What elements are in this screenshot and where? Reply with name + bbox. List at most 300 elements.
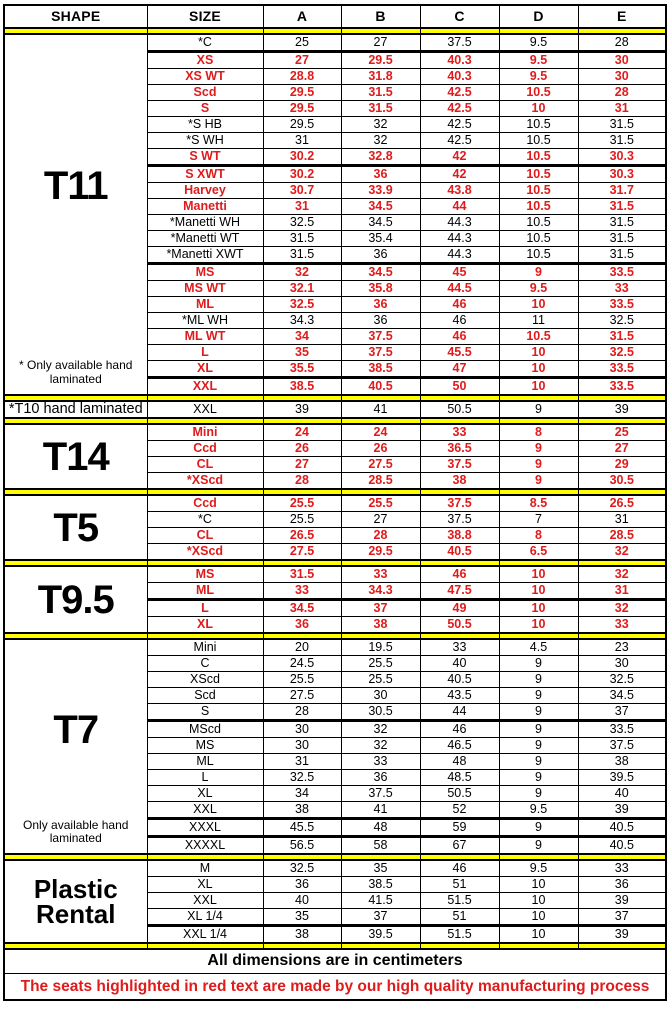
shape-cell (4, 566, 147, 633)
size-cell: *S HB (147, 117, 263, 133)
value-cell: 31.5 (341, 85, 420, 101)
value-cell: 28.8 (263, 69, 341, 85)
header-b: B (341, 5, 420, 28)
value-cell: 28 (263, 704, 341, 721)
value-cell: 24 (341, 424, 420, 441)
value-cell: 44.3 (420, 231, 499, 247)
value-cell: 25 (578, 424, 666, 441)
value-cell: 20 (263, 639, 341, 656)
value-cell: 46 (420, 860, 499, 877)
value-cell: 26.5 (578, 495, 666, 512)
value-cell: 38.8 (420, 528, 499, 544)
shape-label: T9.5 (37, 577, 114, 622)
header-a: A (263, 5, 341, 28)
value-cell: 29.5 (263, 85, 341, 101)
value-cell: 10.5 (499, 149, 578, 166)
value-cell: 9.5 (499, 34, 578, 52)
size-cell: Mini (147, 639, 263, 656)
value-cell: 48 (420, 754, 499, 770)
value-cell: 37.5 (578, 738, 666, 754)
size-cell: Ccd (147, 495, 263, 512)
value-cell: 9 (499, 401, 578, 418)
value-cell: 8 (499, 528, 578, 544)
value-cell: 37 (341, 600, 420, 617)
value-cell: 30.3 (578, 149, 666, 166)
value-cell: 4.5 (499, 639, 578, 656)
value-cell: 33 (578, 281, 666, 297)
value-cell: 32 (341, 117, 420, 133)
table-row (4, 34, 666, 52)
value-cell: 45.5 (420, 345, 499, 361)
size-cell: CL (147, 528, 263, 544)
value-cell: 32.5 (578, 345, 666, 361)
value-cell: 58 (341, 837, 420, 855)
value-cell: 32.5 (263, 770, 341, 786)
value-cell: 9 (499, 754, 578, 770)
value-cell: 10 (499, 297, 578, 313)
value-cell: 34.3 (341, 583, 420, 600)
value-cell: 32.5 (263, 860, 341, 877)
value-cell: 36 (341, 297, 420, 313)
value-cell: 35.5 (263, 361, 341, 378)
size-cell: XL (147, 877, 263, 893)
shape-label: T11 (43, 163, 108, 208)
value-cell: 8 (499, 424, 578, 441)
value-cell: 30.7 (263, 183, 341, 199)
value-cell: 31 (578, 512, 666, 528)
value-cell: 42.5 (420, 85, 499, 101)
value-cell: 29 (578, 457, 666, 473)
value-cell: 10 (499, 101, 578, 117)
value-cell: 40 (263, 893, 341, 909)
value-cell: 59 (420, 819, 499, 837)
value-cell: 10.5 (499, 166, 578, 183)
value-cell: 30.5 (578, 473, 666, 490)
value-cell: 42.5 (420, 133, 499, 149)
value-cell: 51 (420, 877, 499, 893)
value-cell: 10.5 (499, 85, 578, 101)
value-cell: 36 (263, 617, 341, 634)
size-cell: Manetti (147, 199, 263, 215)
value-cell: 44.3 (420, 247, 499, 264)
value-cell: 36 (341, 770, 420, 786)
size-cell: XXXL (147, 819, 263, 837)
value-cell: 37.5 (420, 457, 499, 473)
value-cell: 35.4 (341, 231, 420, 247)
size-cell: MS (147, 738, 263, 754)
value-cell: 25.5 (263, 495, 341, 512)
value-cell: 34.3 (263, 313, 341, 329)
value-cell: 28 (341, 528, 420, 544)
value-cell: 9 (499, 688, 578, 704)
value-cell: 34.5 (341, 264, 420, 281)
size-cell: S WT (147, 149, 263, 166)
value-cell: 33 (578, 617, 666, 634)
value-cell: 31 (578, 101, 666, 117)
size-cell: C (147, 656, 263, 672)
value-cell: 35.8 (341, 281, 420, 297)
value-cell: 43.5 (420, 688, 499, 704)
value-cell: 27.5 (263, 688, 341, 704)
value-cell: 9 (499, 704, 578, 721)
value-cell: 11 (499, 313, 578, 329)
value-cell: 42.5 (420, 101, 499, 117)
header-c: C (420, 5, 499, 28)
value-cell: 30.5 (341, 704, 420, 721)
value-cell: 25 (263, 34, 341, 52)
size-cell: XS (147, 52, 263, 69)
value-cell: 37 (578, 909, 666, 926)
value-cell: 9 (499, 721, 578, 738)
value-cell: 10.5 (499, 215, 578, 231)
value-cell: 48 (341, 819, 420, 837)
value-cell: 33 (341, 566, 420, 583)
value-cell: 10 (499, 566, 578, 583)
value-cell: 10.5 (499, 231, 578, 247)
value-cell: 10.5 (499, 199, 578, 215)
value-cell: 33 (263, 583, 341, 600)
value-cell: 9.5 (499, 281, 578, 297)
value-cell: 27 (263, 457, 341, 473)
value-cell: 27 (263, 52, 341, 69)
value-cell: 30 (341, 688, 420, 704)
value-cell: 9 (499, 473, 578, 490)
size-cell: Harvey (147, 183, 263, 199)
header-row (4, 5, 666, 28)
value-cell: 10 (499, 583, 578, 600)
size-cell: XXXXL (147, 837, 263, 855)
value-cell: 37.5 (341, 329, 420, 345)
value-cell: 24.5 (263, 656, 341, 672)
value-cell: 40.5 (578, 837, 666, 855)
shape-cell (4, 639, 147, 854)
value-cell: 31.5 (341, 101, 420, 117)
size-cell: ML WT (147, 329, 263, 345)
value-cell: 31.5 (263, 247, 341, 264)
value-cell: 35 (341, 860, 420, 877)
value-cell: 41 (341, 802, 420, 819)
value-cell: 30 (263, 721, 341, 738)
table-body (4, 28, 666, 949)
size-cell: Scd (147, 688, 263, 704)
size-cell: XXL (147, 401, 263, 418)
value-cell: 44 (420, 199, 499, 215)
value-cell: 42.5 (420, 117, 499, 133)
value-cell: 37 (341, 909, 420, 926)
value-cell: 45.5 (263, 819, 341, 837)
value-cell: 32.5 (263, 297, 341, 313)
size-cell: MScd (147, 721, 263, 738)
value-cell: 30 (578, 656, 666, 672)
value-cell: 33 (420, 639, 499, 656)
value-cell: 39 (578, 802, 666, 819)
header-e: E (578, 5, 666, 28)
value-cell: 41.5 (341, 893, 420, 909)
value-cell: 10 (499, 361, 578, 378)
value-cell: 40.5 (578, 819, 666, 837)
value-cell: 10 (499, 378, 578, 396)
value-cell: 28.5 (578, 528, 666, 544)
size-cell: *XScd (147, 544, 263, 561)
value-cell: 25.5 (263, 672, 341, 688)
value-cell: 67 (420, 837, 499, 855)
value-cell: 9 (499, 656, 578, 672)
value-cell: 34.5 (341, 199, 420, 215)
value-cell: 51.5 (420, 926, 499, 944)
value-cell: 25.5 (341, 495, 420, 512)
table-row (4, 860, 666, 877)
value-cell: 9 (499, 770, 578, 786)
shape-label: T14 (42, 434, 109, 479)
value-cell: 25.5 (341, 656, 420, 672)
value-cell: 31.5 (578, 329, 666, 345)
table-header (4, 5, 666, 28)
value-cell: 37.5 (420, 512, 499, 528)
value-cell: 32 (578, 566, 666, 583)
value-cell: 50.5 (420, 617, 499, 634)
value-cell: 41 (341, 401, 420, 418)
value-cell: 36 (578, 877, 666, 893)
value-cell: 32.5 (578, 672, 666, 688)
value-cell: 33 (578, 860, 666, 877)
footer-row-rednote (4, 974, 666, 1001)
size-cell: XXL (147, 802, 263, 819)
value-cell: 10.5 (499, 183, 578, 199)
value-cell: 56.5 (263, 837, 341, 855)
value-cell: 39 (578, 893, 666, 909)
value-cell: 38 (578, 754, 666, 770)
shape-label: T7 (53, 707, 99, 752)
value-cell: 46 (420, 313, 499, 329)
value-cell: 31.5 (578, 133, 666, 149)
table-row (4, 424, 666, 441)
size-cell: L (147, 600, 263, 617)
size-cell: *XScd (147, 473, 263, 490)
value-cell: 10 (499, 893, 578, 909)
value-cell: 31.7 (578, 183, 666, 199)
value-cell: 9 (499, 264, 578, 281)
value-cell: 10 (499, 926, 578, 944)
value-cell: 9.5 (499, 52, 578, 69)
value-cell: 26 (341, 441, 420, 457)
header-size: SIZE (147, 5, 263, 28)
size-cell: XS WT (147, 69, 263, 85)
value-cell: 9 (499, 457, 578, 473)
value-cell: 49 (420, 600, 499, 617)
value-cell: 28.5 (341, 473, 420, 490)
shape-cell (4, 424, 147, 489)
value-cell: 29.5 (341, 544, 420, 561)
value-cell: 32 (263, 264, 341, 281)
value-cell: 36 (341, 313, 420, 329)
value-cell: 35 (263, 909, 341, 926)
value-cell: 36.5 (420, 441, 499, 457)
value-cell: 25.5 (263, 512, 341, 528)
value-cell: 9 (499, 786, 578, 802)
value-cell: 39 (578, 926, 666, 944)
value-cell: 40.5 (341, 378, 420, 396)
size-cell: *C (147, 512, 263, 528)
size-cell: CL (147, 457, 263, 473)
value-cell: 37.5 (420, 495, 499, 512)
size-cell: S XWT (147, 166, 263, 183)
value-cell: 31.5 (578, 117, 666, 133)
value-cell: 38 (263, 802, 341, 819)
size-cell: S (147, 101, 263, 117)
value-cell: 26.5 (263, 528, 341, 544)
value-cell: 10 (499, 877, 578, 893)
value-cell: 33.5 (578, 361, 666, 378)
value-cell: 46 (420, 721, 499, 738)
value-cell: 32.5 (263, 215, 341, 231)
value-cell: 35 (263, 345, 341, 361)
size-cell: XXL (147, 893, 263, 909)
header-shape: SHAPE (4, 5, 147, 28)
value-cell: 40.5 (420, 544, 499, 561)
value-cell: 30.2 (263, 149, 341, 166)
value-cell: 9.5 (499, 860, 578, 877)
value-cell: 39 (263, 401, 341, 418)
value-cell: 31.5 (578, 231, 666, 247)
table-row (4, 639, 666, 656)
value-cell: 10 (499, 600, 578, 617)
shape-cell (4, 34, 147, 395)
value-cell: 51 (420, 909, 499, 926)
shape-label: T5 (53, 505, 99, 550)
value-cell: 23 (578, 639, 666, 656)
size-cell: Scd (147, 85, 263, 101)
size-cell: XXL (147, 378, 263, 396)
value-cell: 34.5 (578, 688, 666, 704)
value-cell: 40.3 (420, 52, 499, 69)
value-cell: 46 (420, 329, 499, 345)
value-cell: 37.5 (341, 786, 420, 802)
size-chart-table (3, 4, 667, 1001)
size-cell: L (147, 345, 263, 361)
value-cell: 10.5 (499, 247, 578, 264)
size-cell: MS (147, 566, 263, 583)
value-cell: 32 (341, 738, 420, 754)
value-cell: 33.5 (578, 721, 666, 738)
size-cell: *S WH (147, 133, 263, 149)
value-cell: 52 (420, 802, 499, 819)
value-cell: 40.5 (420, 672, 499, 688)
value-cell: 32 (578, 544, 666, 561)
value-cell: 30 (578, 52, 666, 69)
value-cell: 38 (263, 926, 341, 944)
value-cell: 29.5 (263, 101, 341, 117)
footer-row-units (4, 949, 666, 974)
value-cell: 10 (499, 909, 578, 926)
size-cell: MS (147, 264, 263, 281)
size-cell: *Manetti WT (147, 231, 263, 247)
size-cell: ML (147, 754, 263, 770)
value-cell: 34 (263, 786, 341, 802)
red-text-note: The seats highlighted in red text are made by our high quality manufacturing process (4, 974, 666, 1001)
size-cell: XL (147, 617, 263, 634)
value-cell: 9 (499, 819, 578, 837)
value-cell: 34 (263, 329, 341, 345)
value-cell: 10.5 (499, 117, 578, 133)
value-cell: 28 (263, 473, 341, 490)
table-row (4, 566, 666, 583)
size-cell: L (147, 770, 263, 786)
value-cell: 40.3 (420, 69, 499, 85)
value-cell: 33 (420, 424, 499, 441)
value-cell: 44.5 (420, 281, 499, 297)
size-cell: *Manetti XWT (147, 247, 263, 264)
value-cell: 31.5 (578, 199, 666, 215)
size-cell: *ML WH (147, 313, 263, 329)
value-cell: 34.5 (263, 600, 341, 617)
value-cell: 39 (578, 401, 666, 418)
value-cell: 44 (420, 704, 499, 721)
value-cell: 31 (578, 583, 666, 600)
value-cell: 36 (341, 166, 420, 183)
value-cell: 45 (420, 264, 499, 281)
value-cell: 31.5 (263, 566, 341, 583)
size-cell: XL 1/4 (147, 909, 263, 926)
value-cell: 32.8 (341, 149, 420, 166)
size-cell: XScd (147, 672, 263, 688)
value-cell: 47 (420, 361, 499, 378)
size-cell: *Manetti WH (147, 215, 263, 231)
value-cell: 28 (578, 34, 666, 52)
value-cell: 33.9 (341, 183, 420, 199)
shape-label: *T10 hand laminated (8, 401, 143, 417)
value-cell: 10 (499, 617, 578, 634)
size-cell: XL (147, 786, 263, 802)
value-cell: 24 (263, 424, 341, 441)
size-cell: M (147, 860, 263, 877)
value-cell: 32.1 (263, 281, 341, 297)
value-cell: 44.3 (420, 215, 499, 231)
size-cell: *C (147, 34, 263, 52)
value-cell: 51.5 (420, 893, 499, 909)
size-cell: ML (147, 583, 263, 600)
value-cell: 9 (499, 738, 578, 754)
value-cell: 33.5 (578, 297, 666, 313)
shape-label: Plastic Rental (33, 874, 118, 929)
value-cell: 31.5 (578, 247, 666, 264)
value-cell: 9 (499, 837, 578, 855)
value-cell: 36 (263, 877, 341, 893)
value-cell: 7 (499, 512, 578, 528)
value-cell: 38 (420, 473, 499, 490)
value-cell: 9 (499, 441, 578, 457)
value-cell: 40 (420, 656, 499, 672)
value-cell: 32.5 (578, 313, 666, 329)
value-cell: 8.5 (499, 495, 578, 512)
value-cell: 32 (578, 600, 666, 617)
value-cell: 33.5 (578, 264, 666, 281)
table-footer (4, 949, 666, 1000)
value-cell: 29.5 (341, 52, 420, 69)
value-cell: 27 (578, 441, 666, 457)
shape-note: Only available hand laminated (23, 817, 129, 846)
value-cell: 37.5 (420, 34, 499, 52)
value-cell: 31 (263, 133, 341, 149)
size-cell: Ccd (147, 441, 263, 457)
value-cell: 50 (420, 378, 499, 396)
value-cell: 46 (420, 566, 499, 583)
value-cell: 31 (263, 199, 341, 215)
value-cell: 33 (341, 754, 420, 770)
value-cell: 27.5 (341, 457, 420, 473)
value-cell: 32 (341, 721, 420, 738)
shape-cell (4, 495, 147, 560)
value-cell: 31.5 (578, 215, 666, 231)
